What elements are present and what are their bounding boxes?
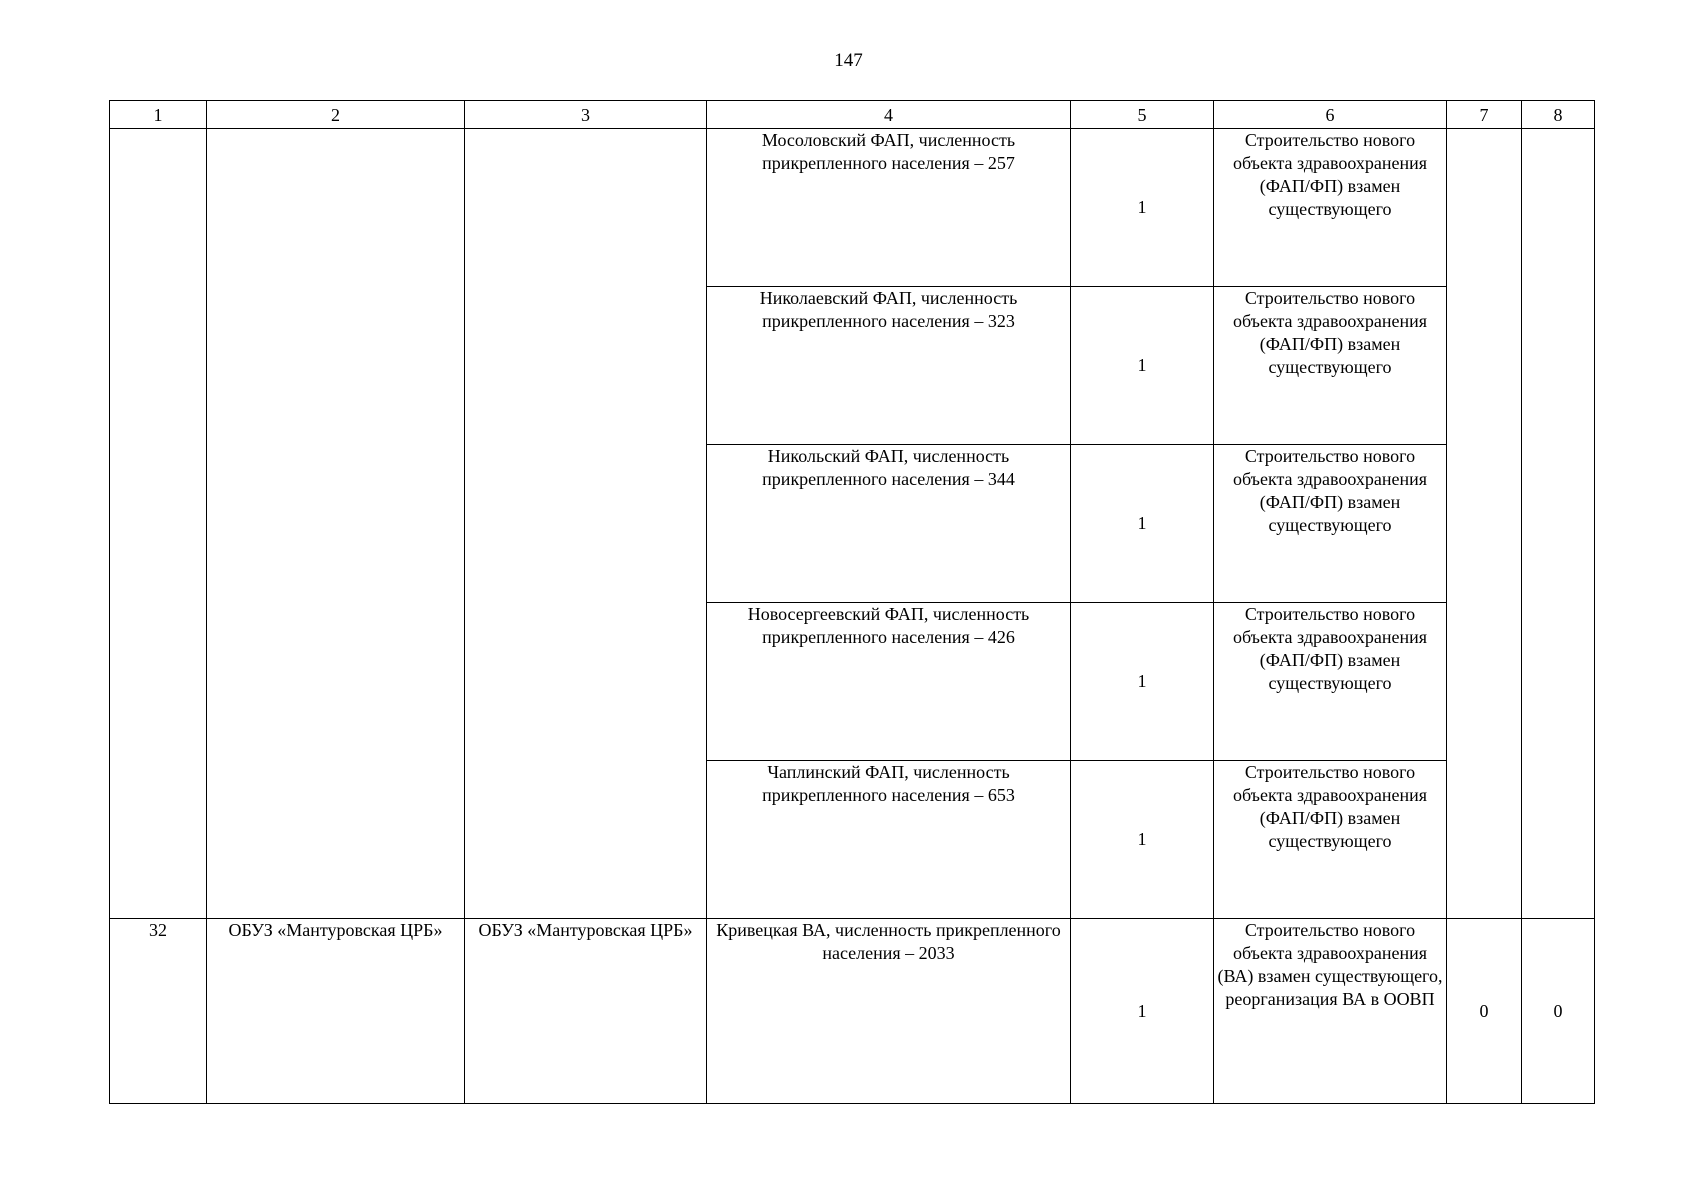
continued-org-cell bbox=[207, 129, 465, 919]
action-cell: Строительство нового объекта здравоохранения (ФАП/ФП) взамен существующего bbox=[1214, 603, 1447, 761]
facility-cell: Чаплинский ФАП, численность прикрепленного населения – 653 bbox=[707, 761, 1071, 919]
action-cell: Строительство нового объекта здравоохранения (ФАП/ФП) взамен существующего bbox=[1214, 761, 1447, 919]
column-number-8: 8 bbox=[1522, 101, 1595, 129]
count-cell: 1 bbox=[1071, 603, 1214, 761]
column-number-7: 7 bbox=[1447, 101, 1522, 129]
continued-org-unit-cell bbox=[465, 129, 707, 919]
column-number-5: 5 bbox=[1071, 101, 1214, 129]
row-number-cell: 32 bbox=[110, 919, 207, 1104]
column-number-1: 1 bbox=[110, 101, 207, 129]
action-cell: Строительство нового объекта здравоохранения (ФАП/ФП) взамен существующего bbox=[1214, 287, 1447, 445]
action-cell: Строительство нового объекта здравоохранения (ВА) взамен существующего, реорганизация ВА в ООВП bbox=[1214, 919, 1447, 1104]
facility-cell: Николаевский ФАП, численность прикрепленного населения – 323 bbox=[707, 287, 1071, 445]
facility-cell: Мосоловский ФАП, численность прикрепленного населения – 257 bbox=[707, 129, 1071, 287]
facility-cell: Новосергеевский ФАП, численность прикрепленного населения – 426 bbox=[707, 603, 1071, 761]
continued-col7-cell bbox=[1447, 129, 1522, 919]
action-cell: Строительство нового объекта здравоохранения (ФАП/ФП) взамен существующего bbox=[1214, 129, 1447, 287]
org-cell: ОБУЗ «Мантуровская ЦРБ» bbox=[207, 919, 465, 1104]
col7-cell: 0 bbox=[1447, 919, 1522, 1104]
continued-num-cell bbox=[110, 129, 207, 919]
column-number-2: 2 bbox=[207, 101, 465, 129]
col8-cell: 0 bbox=[1522, 919, 1595, 1104]
facilities-table bbox=[109, 100, 1595, 1104]
count-cell: 1 bbox=[1071, 445, 1214, 603]
count-cell: 1 bbox=[1071, 129, 1214, 287]
column-number-row bbox=[110, 101, 1595, 129]
column-number-4: 4 bbox=[707, 101, 1071, 129]
column-number-6: 6 bbox=[1214, 101, 1447, 129]
facility-cell: Никольский ФАП, численность прикрепленного населения – 344 bbox=[707, 445, 1071, 603]
table-row-32 bbox=[110, 919, 1595, 1104]
table-row bbox=[110, 129, 1595, 287]
count-cell: 1 bbox=[1071, 761, 1214, 919]
count-cell: 1 bbox=[1071, 919, 1214, 1104]
org-unit-cell: ОБУЗ «Мантуровская ЦРБ» bbox=[465, 919, 707, 1104]
action-cell: Строительство нового объекта здравоохранения (ФАП/ФП) взамен существующего bbox=[1214, 445, 1447, 603]
continued-col8-cell bbox=[1522, 129, 1595, 919]
count-cell: 1 bbox=[1071, 287, 1214, 445]
facility-cell: Кривецкая ВА, численность прикрепленного населения – 2033 bbox=[707, 919, 1071, 1104]
column-number-3: 3 bbox=[465, 101, 707, 129]
page-number: 147 bbox=[834, 50, 863, 71]
